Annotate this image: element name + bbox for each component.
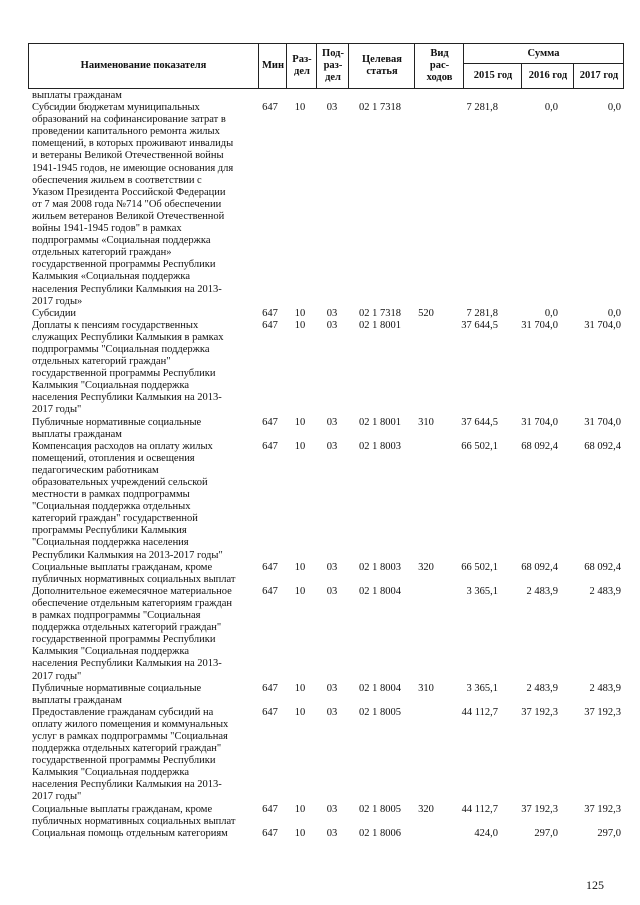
row-2017: 31 704,0 [584, 416, 621, 428]
row-2016: 297,0 [534, 827, 558, 839]
row-2015: 3 365,1 [466, 585, 498, 597]
table-row [28, 586, 624, 683]
row-vid: 310 [418, 416, 434, 428]
row-podrazdel: 03 [326, 319, 338, 331]
table-row [28, 804, 624, 828]
row-razdel: 10 [294, 561, 306, 573]
row-podrazdel: 03 [326, 803, 338, 815]
header-name: Наименование показателя [80, 60, 207, 71]
row-podrazdel: 03 [326, 585, 338, 597]
row-vid: 320 [418, 803, 434, 815]
row-podrazdel: 03 [326, 416, 338, 428]
row-2015: 37 644,5 [461, 416, 498, 428]
row-celevaya: 02 1 8005 [359, 803, 401, 815]
row-name: выплаты гражданам [32, 90, 122, 101]
row-razdel: 10 [294, 440, 306, 452]
row-2017: 68 092,4 [584, 561, 621, 573]
row-podrazdel: 03 [326, 682, 338, 694]
row-name: Доплаты к пенсиям государственных служащих Республики Калмыкия в рамках подпрограммы "Социальная поддержка отдельных категорий граждан" государственной программы Республики Калмыкия "Социальная поддержка населения Республики Калмыкия на 2013- 2017 годы" [32, 319, 224, 416]
header-year-2016: 2016 год [521, 63, 574, 88]
row-razdel: 10 [294, 827, 306, 839]
row-2016: 2 483,9 [526, 682, 558, 694]
row-razdel: 10 [294, 319, 306, 331]
row-2016: 31 704,0 [521, 416, 558, 428]
row-name: Социальные выплаты гражданам, кроме публичных нормативных социальных выплат [32, 561, 236, 585]
row-vid: 310 [418, 682, 434, 694]
row-name: Компенсация расходов на оплату жилых помещений, отопления и освещения педагогическим работникам образовательных учреждений сельской местности в рамках подпрограммы "Социальная поддержка отдельных категорий граждан" государственной программы Республики Калмыкия "Социальная поддержка населения Республики Калмыкия на 2013-2017 годы" [32, 440, 223, 561]
page-number: 125 [586, 878, 604, 892]
row-2016: 0,0 [544, 307, 558, 319]
row-2016: 37 192,3 [521, 706, 558, 718]
row-2017: 31 704,0 [584, 319, 621, 331]
row-2017: 37 192,3 [584, 803, 621, 815]
table-header [28, 43, 624, 89]
table-row [28, 707, 624, 804]
row-name: Публичные нормативные социальные выплаты гражданам [32, 682, 202, 706]
row-min: 647 [262, 307, 278, 319]
row-podrazdel: 03 [326, 307, 338, 319]
row-name: Субсидии [32, 307, 77, 319]
row-podrazdel: 03 [326, 706, 338, 718]
table-row [28, 102, 624, 308]
row-celevaya: 02 1 8003 [359, 440, 401, 452]
row-2016: 0,0 [544, 102, 558, 114]
row-2017: 0,0 [607, 307, 621, 319]
row-min: 647 [262, 585, 278, 597]
row-celevaya: 02 1 8003 [359, 561, 401, 573]
table-row [28, 828, 624, 840]
row-vid: 320 [418, 561, 434, 573]
row-min: 647 [262, 416, 278, 428]
table-row [28, 320, 624, 417]
header-summa: Сумма [463, 44, 623, 64]
row-celevaya: 02 1 8004 [359, 682, 401, 694]
row-razdel: 10 [294, 803, 306, 815]
row-podrazdel: 03 [326, 102, 338, 114]
row-podrazdel: 03 [326, 561, 338, 573]
row-min: 647 [262, 827, 278, 839]
row-2015: 66 502,1 [461, 440, 498, 452]
row-name: Дополнительное ежемесячное материальное обеспечение отдельным категориям граждан в рамках подпрограммы "Социальная поддержка отдельных категорий граждан" государственной программы Республики Калмыкия "Социальная поддержка населения Республики Калмыкия на 2013- 2017 годы" [32, 585, 232, 682]
row-name: Предоставление гражданам субсидий на оплату жилого помещения и коммунальных услуг в рамках подпрограммы "Социальная поддержка отдельных категорий граждан" государственной программы Республики Калмыкия "Социальная поддержка населения Республики Калмыкия на 2013- 2017 годы" [32, 706, 229, 803]
row-2017: 2 483,9 [589, 682, 621, 694]
header-min: Мин [258, 44, 287, 88]
table-row [28, 90, 624, 102]
table-row [28, 683, 624, 707]
row-2015: 424,0 [474, 827, 498, 839]
row-razdel: 10 [294, 102, 306, 114]
row-2017: 37 192,3 [584, 706, 621, 718]
row-2015: 3 365,1 [466, 682, 498, 694]
row-2017: 2 483,9 [589, 585, 621, 597]
row-min: 647 [262, 682, 278, 694]
row-2017: 0,0 [607, 102, 621, 114]
row-name: Публичные нормативные социальные выплаты гражданам [32, 416, 202, 440]
row-min: 647 [262, 319, 278, 331]
row-podrazdel: 03 [326, 827, 338, 839]
row-razdel: 10 [294, 706, 306, 718]
row-2015: 7 281,8 [466, 307, 498, 319]
row-min: 647 [262, 102, 278, 114]
row-podrazdel: 03 [326, 440, 338, 452]
header-podrazdel: Под- раз- дел [316, 44, 349, 88]
row-2015: 7 281,8 [466, 102, 498, 114]
row-name: Социальная помощь отдельным категориям [32, 827, 228, 839]
header-vid: Вид рас- ходов [414, 44, 464, 88]
row-2016: 68 092,4 [521, 561, 558, 573]
row-2016: 31 704,0 [521, 319, 558, 331]
row-2016: 37 192,3 [521, 803, 558, 815]
row-2015: 37 644,5 [461, 319, 498, 331]
table-row [28, 562, 624, 586]
row-celevaya: 02 1 8005 [359, 706, 401, 718]
header-year-2017: 2017 год [573, 63, 624, 88]
row-vid: 520 [418, 307, 434, 319]
row-celevaya: 02 1 7318 [359, 102, 401, 114]
row-2016: 68 092,4 [521, 440, 558, 452]
row-name: Социальные выплаты гражданам, кроме публичных нормативных социальных выплат [32, 803, 236, 827]
row-razdel: 10 [294, 416, 306, 428]
row-celevaya: 02 1 8006 [359, 827, 401, 839]
table-row [28, 417, 624, 441]
row-2015: 44 112,7 [461, 706, 498, 718]
row-2016: 2 483,9 [526, 585, 558, 597]
table-body [28, 90, 624, 840]
row-razdel: 10 [294, 682, 306, 694]
row-min: 647 [262, 440, 278, 452]
row-celevaya: 02 1 8004 [359, 585, 401, 597]
table-row [28, 441, 624, 562]
row-celevaya: 02 1 7318 [359, 307, 401, 319]
header-razdel: Раз- дел [286, 44, 317, 88]
row-2017: 297,0 [597, 827, 621, 839]
row-name: Субсидии бюджетам муниципальных образований на софинансирование затрат в проведении капитального ремонта жилых помещений, в которых проживают инвалиды и ветераны Великой Отечественной войны 1941-1945 годов, не имеющие основания для обеспечения жильем в соответствии с Указом Президента Российской Федерации от 7 мая 2008 года №714 "Об обеспечении жильем ветеранов Великой Отечественной войны 1941-1945 годов" в рамках подпрограммы «Социальная поддержка отдельных категорий граждан» государственной программы Республики Калмыкия «Социальная поддержка населения Республики Калмыкия на 2013- 2017 годы» [32, 102, 234, 307]
row-razdel: 10 [294, 307, 306, 319]
row-razdel: 10 [294, 585, 306, 597]
table-row [28, 308, 624, 320]
row-celevaya: 02 1 8001 [359, 416, 401, 428]
header-year-2015: 2015 год [463, 63, 522, 88]
row-celevaya: 02 1 8001 [359, 319, 401, 331]
row-2015: 44 112,7 [461, 803, 498, 815]
row-min: 647 [262, 561, 278, 573]
row-2015: 66 502,1 [461, 561, 498, 573]
row-2017: 68 092,4 [584, 440, 621, 452]
row-min: 647 [262, 803, 278, 815]
header-celevaya: Целевая статья [348, 44, 415, 88]
row-min: 647 [262, 706, 278, 718]
